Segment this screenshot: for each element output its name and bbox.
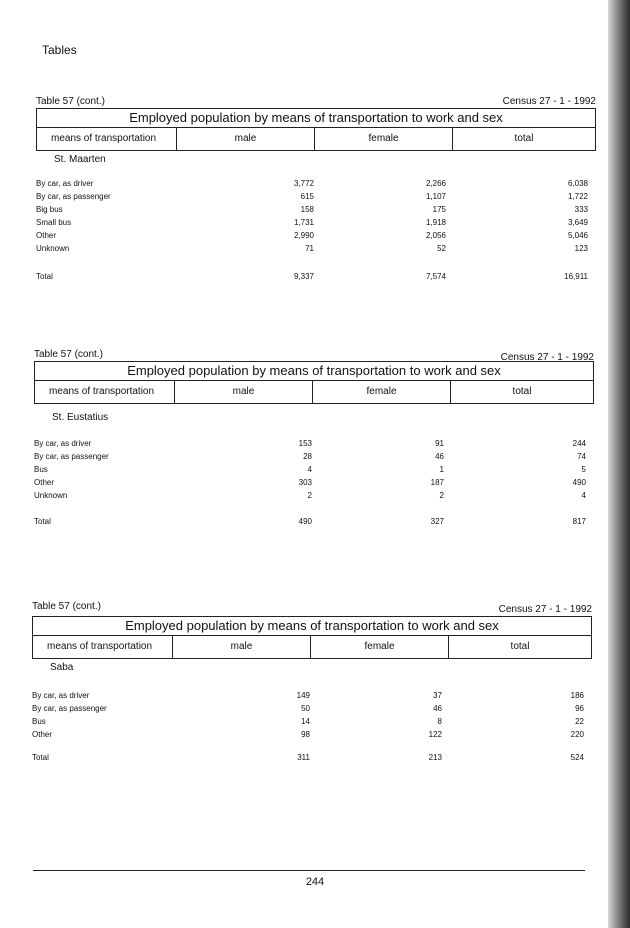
- total-value: 333: [574, 205, 588, 214]
- female-value: 1,107: [425, 192, 446, 201]
- male-value: 14: [301, 717, 310, 726]
- table-row: [32, 730, 592, 743]
- total-value: 524: [570, 753, 584, 762]
- table-header-box: [34, 361, 594, 404]
- female-value: 2: [439, 491, 444, 500]
- column-header-means: means of transportation: [33, 636, 173, 658]
- row-label: Total: [32, 753, 49, 762]
- column-header-means: means of transportation: [35, 381, 175, 403]
- female-value: 91: [435, 439, 444, 448]
- table-title: Employed population by means of transportation to work and sex: [33, 617, 591, 636]
- total-value: 74: [577, 452, 586, 461]
- total-row: [32, 753, 592, 766]
- total-value: 5,046: [567, 231, 588, 240]
- male-value: 28: [303, 452, 312, 461]
- table-row: [36, 218, 596, 231]
- total-value: 6,038: [567, 179, 588, 188]
- census-date: Census 27 - 1 - 1992: [498, 604, 592, 615]
- column-headers: [35, 381, 593, 403]
- female-value: 1: [439, 465, 444, 474]
- census-date: Census 27 - 1 - 1992: [502, 96, 596, 107]
- total-value: 3,649: [567, 218, 588, 227]
- total-value: 817: [572, 517, 586, 526]
- column-header-female: female: [313, 381, 451, 403]
- table-header-box: [32, 616, 592, 659]
- table-label: Table 57 (cont.): [34, 349, 103, 360]
- total-value: 96: [575, 704, 584, 713]
- table-row: [36, 244, 596, 257]
- table-row: [32, 691, 592, 704]
- row-label: Other: [32, 730, 53, 739]
- table-label: Table 57 (cont.): [36, 96, 105, 107]
- female-value: 327: [430, 517, 444, 526]
- total-value: 5: [581, 465, 586, 474]
- female-value: 7,574: [425, 272, 446, 281]
- total-value: 244: [572, 439, 586, 448]
- female-value: 213: [428, 753, 442, 762]
- male-value: 153: [298, 439, 312, 448]
- row-label: By car, as driver: [32, 691, 90, 700]
- row-label: By car, as driver: [36, 179, 94, 188]
- row-label: Total: [36, 272, 53, 281]
- region-name: St. Eustatius: [52, 412, 109, 423]
- male-value: 1,731: [293, 218, 314, 227]
- table-row: [34, 478, 594, 491]
- female-value: 122: [428, 730, 442, 739]
- male-value: 490: [298, 517, 312, 526]
- column-header-means: means of transportation: [37, 128, 177, 150]
- male-value: 9,337: [293, 272, 314, 281]
- table-row: [34, 452, 594, 465]
- region-name: Saba: [50, 662, 74, 673]
- column-header-male: male: [173, 636, 311, 658]
- row-label: Other: [34, 478, 55, 487]
- table-row: [36, 231, 596, 244]
- table-row: [34, 439, 594, 452]
- column-headers: [37, 128, 595, 150]
- female-value: 2,056: [425, 231, 446, 240]
- total-value: 4: [581, 491, 586, 500]
- male-value: 149: [296, 691, 310, 700]
- table-title: Employed population by means of transportation to work and sex: [37, 109, 595, 128]
- data-rows: [34, 439, 594, 504]
- page-header: Tables: [42, 43, 77, 57]
- table-row: [34, 465, 594, 478]
- row-label: Big bus: [36, 205, 63, 214]
- table-label: Table 57 (cont.): [32, 601, 101, 612]
- footer-rule: [33, 870, 585, 871]
- column-header-female: female: [311, 636, 449, 658]
- female-value: 46: [435, 452, 444, 461]
- table-row: [32, 717, 592, 730]
- page-number: 244: [305, 876, 325, 888]
- data-rows: [36, 179, 596, 257]
- male-value: 98: [301, 730, 310, 739]
- total-value: 16,911: [564, 272, 588, 281]
- row-label: Bus: [34, 465, 48, 474]
- row-label: By car, as passenger: [36, 192, 111, 201]
- row-label: By car, as passenger: [32, 704, 107, 713]
- total-value: 220: [570, 730, 584, 739]
- table-block-st-eustatius: [34, 349, 594, 539]
- table-row: [34, 491, 594, 504]
- total-value: 186: [570, 691, 584, 700]
- table-row: [36, 192, 596, 205]
- row-label: By car, as passenger: [34, 452, 109, 461]
- table-row: [36, 205, 596, 218]
- row-label: Total: [34, 517, 51, 526]
- column-headers: [33, 636, 591, 658]
- row-label: By car, as driver: [34, 439, 92, 448]
- row-label: Bus: [32, 717, 46, 726]
- row-label: Unknown: [34, 491, 68, 500]
- row-label: Other: [36, 231, 57, 240]
- table-row: [36, 179, 596, 192]
- female-value: 52: [437, 244, 446, 253]
- total-value: 123: [574, 244, 588, 253]
- table-block-saba: [32, 601, 592, 776]
- column-header-total: total: [512, 386, 532, 397]
- table-header-box: [36, 108, 596, 151]
- column-header-total: total: [510, 641, 530, 652]
- total-value: 22: [575, 717, 584, 726]
- male-value: 4: [307, 465, 312, 474]
- column-header-female: female: [315, 128, 453, 150]
- female-value: 187: [430, 478, 444, 487]
- female-value: 37: [433, 691, 442, 700]
- total-row: [36, 272, 596, 285]
- female-value: 2,266: [425, 179, 446, 188]
- column-header-total: total: [514, 133, 534, 144]
- male-value: 615: [300, 192, 314, 201]
- census-date: Census 27 - 1 - 1992: [500, 352, 594, 363]
- male-value: 303: [298, 478, 312, 487]
- total-value: 490: [572, 478, 586, 487]
- row-label: Small bus: [36, 218, 72, 227]
- data-rows: [32, 691, 592, 743]
- female-value: 8: [437, 717, 442, 726]
- column-header-male: male: [177, 128, 315, 150]
- male-value: 71: [305, 244, 314, 253]
- male-value: 311: [297, 753, 310, 762]
- total-row: [34, 517, 594, 530]
- female-value: 175: [432, 205, 446, 214]
- male-value: 2,990: [293, 231, 314, 240]
- column-header-male: male: [175, 381, 313, 403]
- table-block-st-maarten: [36, 96, 596, 296]
- total-value: 1,722: [567, 192, 588, 201]
- table-row: [32, 704, 592, 717]
- male-value: 2: [307, 491, 312, 500]
- row-label: Unknown: [36, 244, 70, 253]
- page-edge-shadow: [608, 0, 630, 928]
- male-value: 50: [301, 704, 310, 713]
- female-value: 46: [433, 704, 442, 713]
- region-name: St. Maarten: [54, 154, 106, 165]
- table-title: Employed population by means of transportation to work and sex: [35, 362, 593, 381]
- male-value: 158: [300, 205, 314, 214]
- female-value: 1,918: [425, 218, 446, 227]
- male-value: 3,772: [293, 179, 314, 188]
